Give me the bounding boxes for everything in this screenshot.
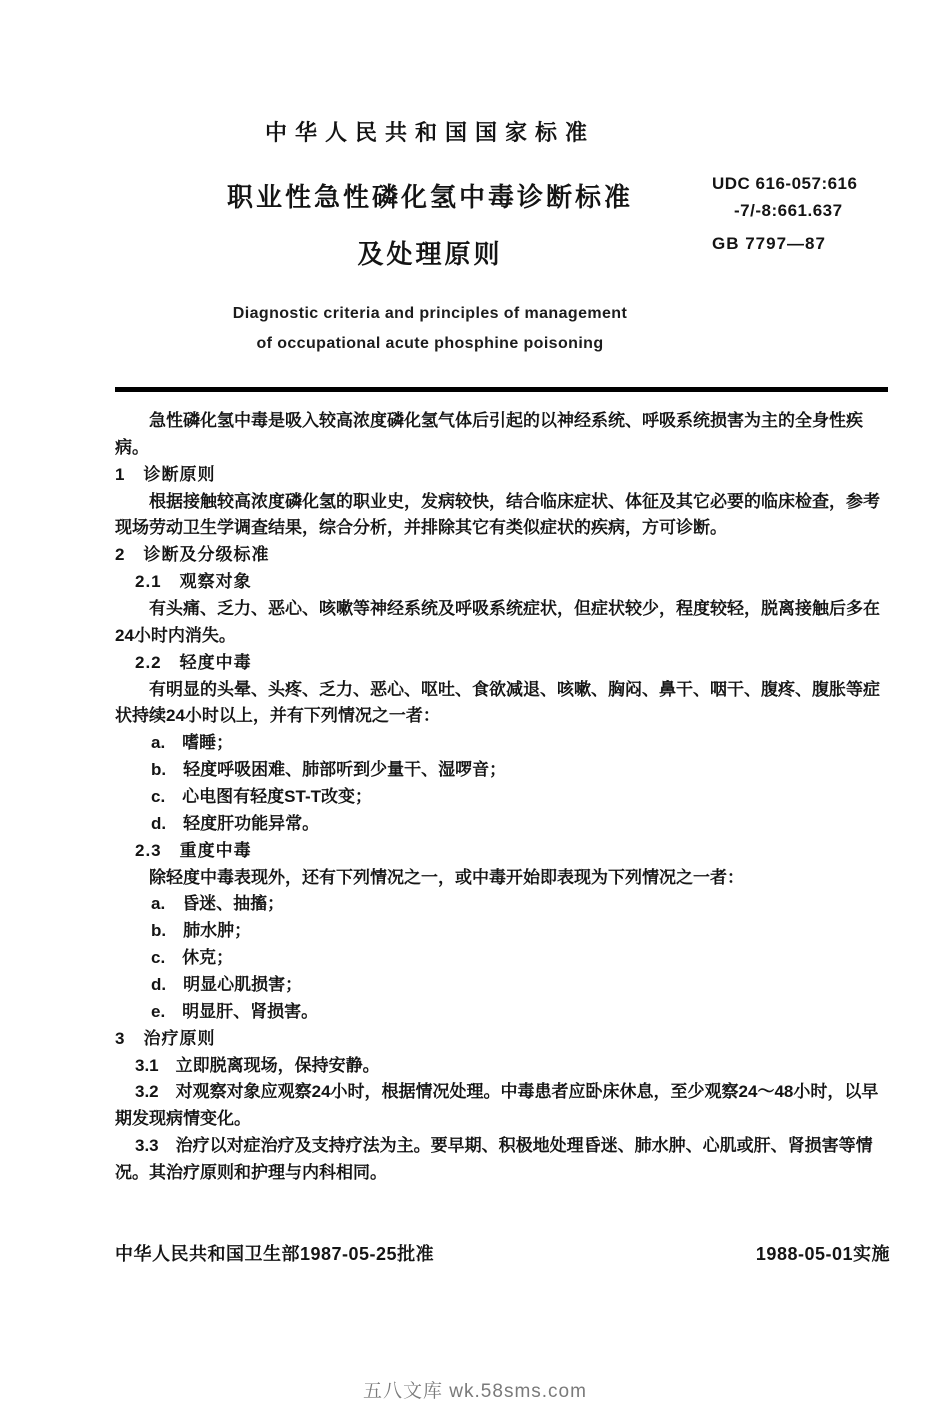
approval-text: 中华人民共和国卫生部1987-05-25批准 <box>115 1244 435 1264</box>
list-item: d. 轻度肝功能异常。 <box>151 813 320 833</box>
section-3-1-paragraph: 3.1 立即脱离现场，保持安静。 <box>135 1055 380 1075</box>
document-title-line2: 及处理原则 <box>357 239 503 269</box>
watermark-text: 五八文库 wk.58sms.com <box>363 1381 587 1402</box>
list-item: c. 心电图有轻度ST-T改变； <box>151 787 373 807</box>
standard-number: GB 7797—87 <box>712 234 826 254</box>
list-item: a. 昏迷、抽搐； <box>151 894 285 914</box>
title-area <box>120 177 740 353</box>
section-2-1-heading: 2.1 观察对象 <box>135 572 252 592</box>
document-footer <box>115 1240 890 1266</box>
section-2-1-paragraph: 有头痛、乏力、恶心、咳嗽等神经系统及呼吸系统症状，但症状较少，程度较轻，脱离接触后多在24小时内消失。 <box>115 599 880 645</box>
list-item: c. 休克； <box>151 948 234 968</box>
section-3-3-paragraph: 3.3 治疗以对症治疗及支持疗法为主。要早期、积极地处理昏迷、肺水肿、心肌或肝、肾损害等情况。其治疗原则和护理与内科相同。 <box>115 1136 873 1183</box>
intro-paragraph: 急性磷化氢中毒是吸入较高浓度磷化氢气体后引起的以神经系统、呼吸系统损害为主的全身性疾病。 <box>115 411 863 457</box>
list-item: d. 明显心肌损害； <box>151 975 303 995</box>
list-item: b. 肺水肿； <box>151 921 252 941</box>
implementation-date: 1988-05-01实施 <box>755 1244 890 1264</box>
list-item: a. 嗜睡； <box>151 733 234 753</box>
english-title-line2: of occupational acute phosphine poisoning <box>256 335 604 352</box>
section-2-3-heading: 2.3 重度中毒 <box>135 840 252 860</box>
section-1-paragraph: 根据接触较高浓度磷化氢的职业史，发病较快，结合临床症状、体征及其它必要的临床检查，参考现场劳动卫生学调查结果，综合分析，并排除其它有类似症状的疾病，方可诊断。 <box>115 491 880 538</box>
document-body <box>115 408 888 1187</box>
section-2-heading: 2 诊断及分级标准 <box>115 545 270 565</box>
document-title-line1: 职业性急性磷化氢中毒诊断标准 <box>226 182 633 212</box>
list-item: e. 明显肝、肾损害。 <box>151 1001 319 1021</box>
section-1-heading: 1 诊断原则 <box>115 464 216 484</box>
list-item: b. 轻度呼吸困难、肺部听到少量干、湿啰音； <box>151 760 507 780</box>
horizontal-divider <box>115 387 888 392</box>
section-3-heading: 3 治疗原则 <box>115 1028 216 1048</box>
english-title-line1: Diagnostic criteria and principles of management <box>232 305 628 322</box>
section-3-2-paragraph: 3.2 对观察对象应观察24小时，根据情况处理。中毒患者应卧床休息，至少观察24～48小时，以早期发现病情变化。 <box>115 1082 879 1129</box>
section-2-2-heading: 2.2 轻度中毒 <box>135 652 252 672</box>
section-2-3-paragraph: 除轻度中毒表现外，还有下列情况之一，或中毒开始即表现为下列情况之一者： <box>149 867 744 887</box>
udc-number-line2: -7/-8:661.637 <box>734 201 843 221</box>
section-2-2-paragraph: 有明显的头晕、头疼、乏力、恶心、呕吐、食欲减退、咳嗽、胸闷、鼻干、咽干、腹疼、腹胀等症状持续24小时以上，并有下列情况之一者： <box>115 679 880 726</box>
udc-block <box>712 170 857 258</box>
udc-number-line1: UDC 616-057:616 <box>712 174 858 193</box>
standard-header-title: 中华人民共和国国家标准 <box>264 120 595 145</box>
